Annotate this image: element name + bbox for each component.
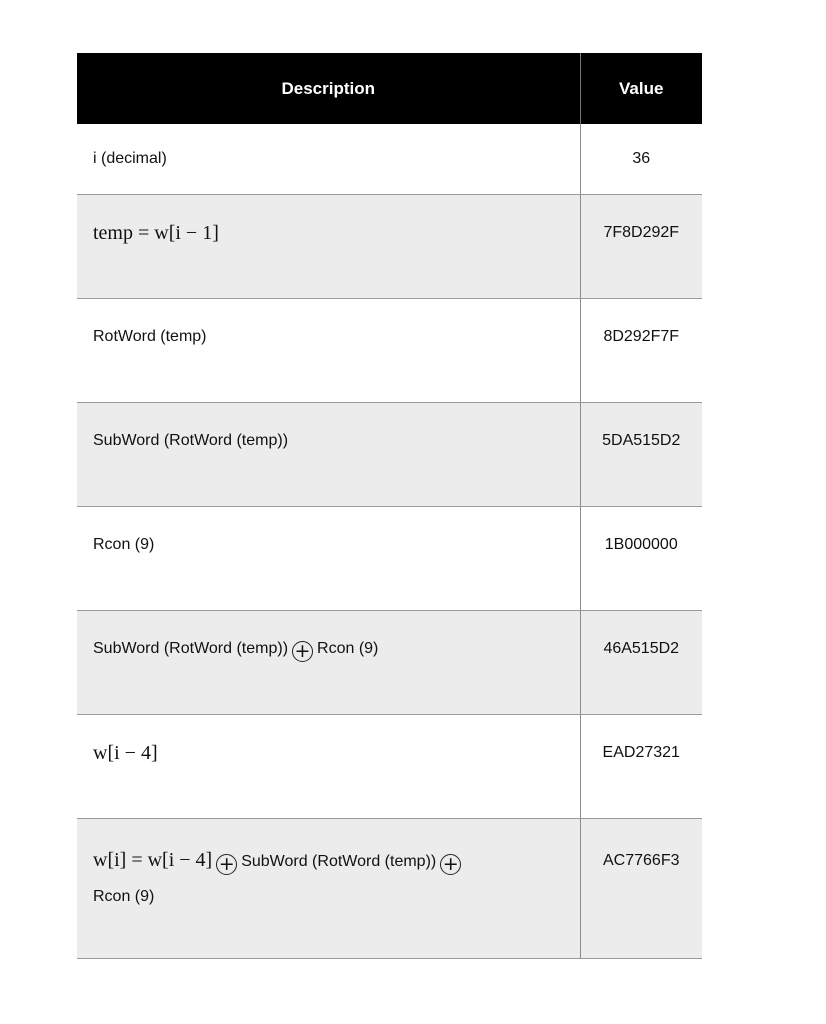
description-text: Rcon (9) xyxy=(93,536,155,553)
table-row xyxy=(77,715,702,819)
value-text: 7F8D292F xyxy=(603,224,680,241)
header-description: Description xyxy=(77,53,580,124)
value-cell xyxy=(580,124,702,195)
value-text: AC7766F3 xyxy=(603,852,680,869)
description-cell xyxy=(77,819,580,959)
value-text: 1B000000 xyxy=(604,536,678,553)
description-text xyxy=(93,715,570,767)
table-row xyxy=(77,819,702,959)
description-cell xyxy=(77,403,580,507)
math-expression: w[i] = w[i − 4] xyxy=(93,849,213,871)
header-value: Value xyxy=(580,53,702,124)
description-text xyxy=(93,195,570,247)
table-header xyxy=(77,53,702,124)
description-cell xyxy=(77,124,580,195)
math-expression: temp = w[i − 1] xyxy=(93,222,219,244)
description-part2: Rcon (9) xyxy=(93,888,155,905)
description-part1: SubWord (RotWord (temp)) xyxy=(241,853,437,870)
table-row xyxy=(77,124,702,195)
value-text: EAD27321 xyxy=(602,744,680,761)
xor-operator-icon: + xyxy=(216,854,237,875)
value-cell xyxy=(580,195,702,299)
description-text: RotWord (temp) xyxy=(93,328,207,345)
math-expression: w[i − 4] xyxy=(93,742,158,764)
value-text: 8D292F7F xyxy=(603,328,680,345)
value-cell xyxy=(580,715,702,819)
description-text: SubWord (RotWord (temp)) xyxy=(93,432,289,449)
value-cell xyxy=(580,507,702,611)
description-cell xyxy=(77,611,580,715)
table-row xyxy=(77,299,702,403)
key-expansion-table xyxy=(77,53,702,959)
table-body xyxy=(77,124,702,959)
value-text: 46A515D2 xyxy=(603,640,680,657)
xor-operator-icon: + xyxy=(292,641,313,662)
table-row xyxy=(77,195,702,299)
description-part2: Rcon (9) xyxy=(317,640,379,657)
value-cell xyxy=(580,819,702,959)
description-text: i (decimal) xyxy=(93,150,167,167)
value-text: 5DA515D2 xyxy=(602,432,681,449)
description-text xyxy=(93,819,570,914)
table-row xyxy=(77,403,702,507)
description-cell xyxy=(77,195,580,299)
value-cell xyxy=(580,299,702,403)
value-cell xyxy=(580,403,702,507)
description-text xyxy=(93,611,570,662)
description-cell xyxy=(77,299,580,403)
description-cell xyxy=(77,507,580,611)
table-row xyxy=(77,507,702,611)
xor-operator-icon: + xyxy=(440,854,461,875)
table-row xyxy=(77,611,702,715)
key-expansion-table-container xyxy=(77,53,702,959)
value-text: 36 xyxy=(632,150,651,167)
value-cell xyxy=(580,611,702,715)
description-part1: SubWord (RotWord (temp)) xyxy=(93,640,289,657)
header-row xyxy=(77,53,702,124)
description-cell xyxy=(77,715,580,819)
